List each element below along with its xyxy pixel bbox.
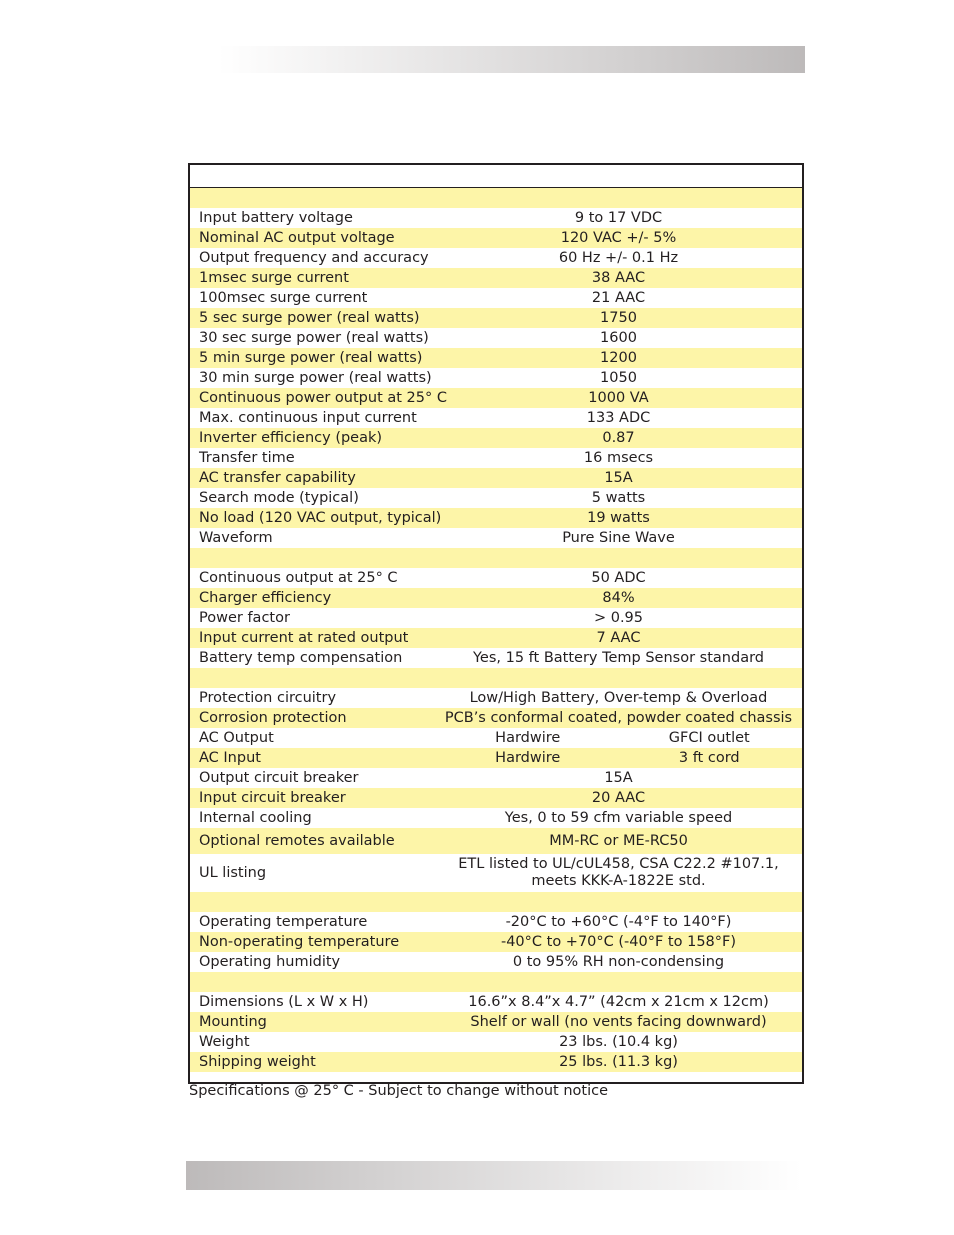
specifications-footnote: Specifications @ 25° C - Subject to change without notice (189, 1083, 608, 1099)
spec-label: 30 sec surge power (real watts) (199, 330, 429, 346)
spec-value: 9 to 17 VDC (574, 210, 663, 226)
specifications-table (188, 163, 804, 1084)
table-title-row (190, 165, 802, 188)
table-row (190, 1032, 802, 1052)
table-row (190, 608, 802, 628)
spec-label: Output circuit breaker (199, 770, 359, 786)
table-row (190, 288, 802, 308)
spec-label: Inverter efficiency (peak) (199, 430, 383, 446)
spec-label: Input current at rated output (199, 630, 409, 646)
table-row (190, 248, 802, 268)
spec-label: UL listing (199, 865, 267, 881)
spec-value: ETL listed to UL/cUL458, CSA C22.2 #107.1, meets KKK-A-1822E std. (458, 856, 779, 889)
table-row (190, 448, 802, 468)
table-row (190, 808, 802, 828)
table-row (190, 408, 802, 428)
table-row (190, 428, 802, 448)
spec-value: 38 AAC (591, 270, 646, 286)
spec-label: AC Output (199, 730, 274, 746)
table-row (190, 308, 802, 328)
spec-value: 21 AAC (591, 290, 646, 306)
spec-label: Shipping weight (199, 1054, 316, 1070)
spec-label: 5 min surge power (real watts) (199, 350, 423, 366)
spec-value: MM-RC or ME-RC50 (549, 833, 688, 849)
spec-value: 19 watts (587, 510, 650, 526)
table-row (190, 348, 802, 368)
table-row (190, 588, 802, 608)
spec-value: 0.87 (602, 430, 635, 446)
spec-label: 100msec surge current (199, 290, 368, 306)
table-row (190, 568, 802, 588)
table-row (190, 468, 802, 488)
spec-value: 5 watts (591, 490, 646, 506)
footer-gradient-bar (186, 1161, 802, 1190)
section-header-row (190, 972, 802, 992)
spec-label: Operating humidity (199, 954, 341, 970)
spec-value: 15A (604, 470, 633, 486)
table-row (190, 1052, 802, 1072)
table-row (190, 788, 802, 808)
table-row (190, 952, 802, 972)
spec-label: Continuous output at 25° C (199, 570, 398, 586)
spec-value: -40°C to +70°C (-40°F to 158°F) (500, 934, 737, 950)
spec-label: Protection circuitry (199, 690, 337, 706)
table-row (190, 228, 802, 248)
spec-label: Input battery voltage (199, 210, 353, 226)
spec-value: 84% (602, 590, 635, 606)
table-row (190, 748, 802, 768)
spec-label: Search mode (typical) (199, 490, 359, 506)
spec-label: Optional remotes available (199, 833, 395, 849)
spec-value: -20°C to +60°C (-4°F to 140°F) (505, 914, 732, 930)
spec-value: Yes, 0 to 59 cfm variable speed (504, 810, 733, 826)
table-row (190, 528, 802, 548)
spec-value: Pure Sine Wave (562, 530, 675, 546)
table-row (190, 368, 802, 388)
table-row (190, 208, 802, 228)
spec-label: Nominal AC output voltage (199, 230, 395, 246)
spec-label: AC Input (199, 750, 261, 766)
spec-label: Operating temperature (199, 914, 368, 930)
section-header-row (190, 668, 802, 688)
spec-label: AC transfer capability (199, 470, 356, 486)
spec-value: 1050 (600, 370, 637, 386)
spec-value: 133 ADC (586, 410, 651, 426)
spec-label: Battery temp compensation (199, 650, 403, 666)
spec-label: Corrosion protection (199, 710, 347, 726)
table-row (190, 488, 802, 508)
spec-value: 60 Hz +/- 0.1 Hz (558, 250, 679, 266)
spec-label: Non-operating temperature (199, 934, 400, 950)
table-row (190, 268, 802, 288)
table-row (190, 828, 802, 854)
spec-value-option: 3 ft cord (678, 750, 740, 766)
spec-label: 5 sec surge power (real watts) (199, 310, 420, 326)
spec-value: Yes, 15 ft Battery Temp Sensor standard (473, 650, 764, 666)
spec-value-option: Hardwire (495, 750, 561, 766)
spec-value: 50 ADC (591, 570, 646, 586)
spec-value: 15A (604, 770, 633, 786)
spec-label: Output frequency and accuracy (199, 250, 429, 266)
spec-label: Input circuit breaker (199, 790, 346, 806)
table-row (190, 912, 802, 932)
table-row (190, 688, 802, 708)
spec-value: 25 lbs. (11.3 kg) (559, 1054, 678, 1070)
spec-value: Shelf or wall (no vents facing downward) (470, 1014, 767, 1030)
spec-label: 30 min surge power (real watts) (199, 370, 432, 386)
table-row (190, 708, 802, 728)
spec-value: 20 AAC (591, 790, 646, 806)
section-header-row (190, 892, 802, 912)
spec-label: Mounting (199, 1014, 267, 1030)
spec-value: Low/High Battery, Over-temp & Overload (469, 690, 768, 706)
table-row (190, 768, 802, 788)
spec-value: 16.6”x 8.4”x 4.7” (42cm x 21cm x 12cm) (468, 994, 769, 1010)
table-row (190, 1012, 802, 1032)
spec-label: Dimensions (L x W x H) (199, 994, 369, 1010)
table-row (190, 628, 802, 648)
table-row (190, 648, 802, 668)
spec-value: 0 to 95% RH non-condensing (512, 954, 725, 970)
table-row (190, 854, 802, 892)
table-row (190, 992, 802, 1012)
spec-label: Weight (199, 1034, 250, 1050)
header-gradient-bar (218, 46, 805, 73)
spec-value: 1200 (600, 350, 637, 366)
table-row (190, 932, 802, 952)
spec-label: Max. continuous input current (199, 410, 417, 426)
spec-label: No load (120 VAC output, typical) (199, 510, 442, 526)
section-header-row (190, 188, 802, 208)
spec-label: Charger efficiency (199, 590, 332, 606)
spec-label: Waveform (199, 530, 273, 546)
spec-value: 1000 VA (588, 390, 649, 406)
spec-value: > 0.95 (593, 610, 644, 626)
table-row (190, 508, 802, 528)
spec-value: PCB’s conformal coated, powder coated chassis (444, 710, 793, 726)
spec-value-pair (437, 750, 802, 766)
table-row (190, 388, 802, 408)
table-row (190, 728, 802, 748)
spec-label: Internal cooling (199, 810, 312, 826)
spec-value: 120 VAC +/- 5% (560, 230, 677, 246)
spec-label: Transfer time (199, 450, 295, 466)
spec-value: 1750 (600, 310, 637, 326)
spec-value: 7 AAC (596, 630, 641, 646)
spec-value: 23 lbs. (10.4 kg) (559, 1034, 678, 1050)
spec-value: 1600 (600, 330, 637, 346)
spec-value-option: Hardwire (495, 730, 561, 746)
spec-value: 16 msecs (583, 450, 654, 466)
table-row (190, 328, 802, 348)
spec-value-option: GFCI outlet (668, 730, 750, 746)
spec-label: Power factor (199, 610, 290, 626)
spec-value-pair (437, 730, 802, 746)
section-header-row (190, 548, 802, 568)
spec-label: Continuous power output at 25° C (199, 390, 447, 406)
spec-label: 1msec surge current (199, 270, 349, 286)
